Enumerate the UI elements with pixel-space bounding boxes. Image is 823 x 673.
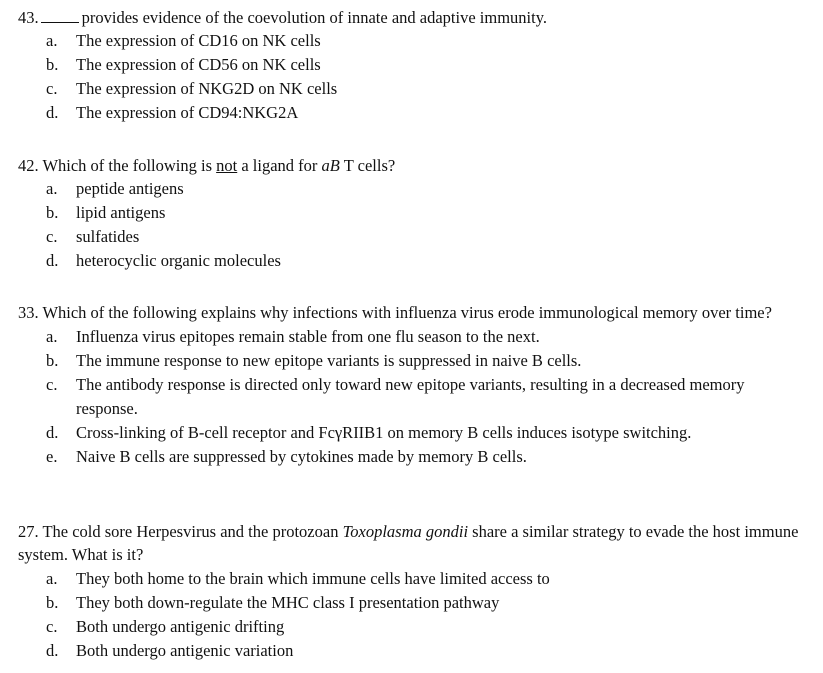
option-text: The expression of CD56 on NK cells: [76, 55, 321, 74]
option-text: lipid antigens: [76, 203, 166, 222]
option-d: [18, 421, 815, 445]
question-27: [18, 520, 815, 663]
question-number: 43.: [18, 8, 39, 27]
question-stem: [18, 155, 815, 177]
stem-italic: aB: [321, 156, 340, 175]
option-d: [18, 639, 815, 663]
option-letter: d.: [46, 423, 59, 442]
question-stem: [18, 301, 815, 324]
stem-text: provides evidence of the coevolution of innate and adaptive immunity.: [81, 8, 548, 27]
stem-text: Which of the following explains why infections with influenza virus erode immunological memory over time?: [42, 303, 772, 322]
option-letter: b.: [46, 55, 59, 74]
option-text: The expression of CD94:NKG2A: [76, 103, 299, 122]
option-text: heterocyclic organic molecules: [76, 251, 281, 270]
option-text: Naive B cells are suppressed by cytokines made by memory B cells.: [76, 447, 527, 466]
option-letter: c.: [46, 375, 58, 394]
option-text: Both undergo antigenic drifting: [76, 617, 285, 636]
question-number: 42.: [18, 156, 39, 175]
option-a: [18, 177, 815, 201]
option-letter: b.: [46, 203, 59, 222]
question-43: [18, 7, 815, 125]
option-e: [18, 445, 815, 469]
option-letter: c.: [46, 79, 58, 98]
option-text: The immune response to new epitope variants is suppressed in naive B cells.: [76, 351, 582, 370]
option-letter: a.: [46, 327, 58, 346]
options-list: [18, 325, 815, 469]
option-text: They both home to the brain which immune cells have limited access to: [76, 569, 550, 588]
question-33: [18, 301, 815, 469]
option-text: sulfatides: [76, 227, 140, 246]
stem-text: a ligand for: [241, 156, 318, 175]
option-c: [18, 615, 815, 639]
stem-text: Which of the following is: [42, 156, 213, 175]
option-a: [18, 29, 815, 53]
question-number: 27.: [18, 522, 39, 541]
option-letter: d.: [46, 641, 59, 660]
stem-italic: Toxoplasma gondii: [342, 522, 469, 541]
question-stem: [18, 520, 815, 566]
stem-text: T cells?: [343, 156, 396, 175]
option-letter: b.: [46, 351, 59, 370]
stem-text: share a similar strategy to evade the host immune system. What is it?: [18, 522, 799, 564]
option-text: The expression of CD16 on NK cells: [76, 31, 321, 50]
options-list: [18, 29, 815, 125]
option-a: [18, 567, 815, 591]
option-c: [18, 77, 815, 101]
option-b: [18, 53, 815, 77]
option-letter: c.: [46, 227, 58, 246]
option-a: [18, 325, 815, 349]
option-d: [18, 101, 815, 125]
option-letter: a.: [46, 569, 58, 588]
option-text: Influenza virus epitopes remain stable from one flu season to the next.: [76, 327, 540, 346]
option-text: The antibody response is directed only toward new epitope variants, resulting in a decreased memory response.: [76, 375, 745, 418]
option-letter: d.: [46, 103, 59, 122]
option-b: [18, 591, 815, 615]
option-text: They both down-regulate the MHC class I presentation pathway: [76, 593, 500, 612]
question-number: 33.: [18, 303, 39, 322]
option-letter: c.: [46, 617, 58, 636]
option-text: Cross-linking of B-cell receptor and FcγRIIB1 on memory B cells induces isotype switching.: [76, 423, 692, 442]
stem-underlined: not: [216, 156, 238, 175]
option-text: The expression of NKG2D on NK cells: [76, 79, 338, 98]
options-list: [18, 567, 815, 663]
answer-blank: [41, 10, 79, 23]
options-list: [18, 177, 815, 273]
option-letter: b.: [46, 593, 59, 612]
question-stem: [18, 7, 815, 29]
option-c: [18, 373, 815, 421]
option-letter: a.: [46, 31, 58, 50]
option-b: [18, 349, 815, 373]
option-b: [18, 201, 815, 225]
question-42: [18, 155, 815, 273]
option-d: [18, 249, 815, 273]
option-c: [18, 225, 815, 249]
option-text: Both undergo antigenic variation: [76, 641, 294, 660]
option-letter: d.: [46, 251, 59, 270]
option-letter: a.: [46, 179, 58, 198]
stem-text: The cold sore Herpesvirus and the protozoan: [42, 522, 339, 541]
option-text: peptide antigens: [76, 179, 184, 198]
option-letter: e.: [46, 447, 58, 466]
